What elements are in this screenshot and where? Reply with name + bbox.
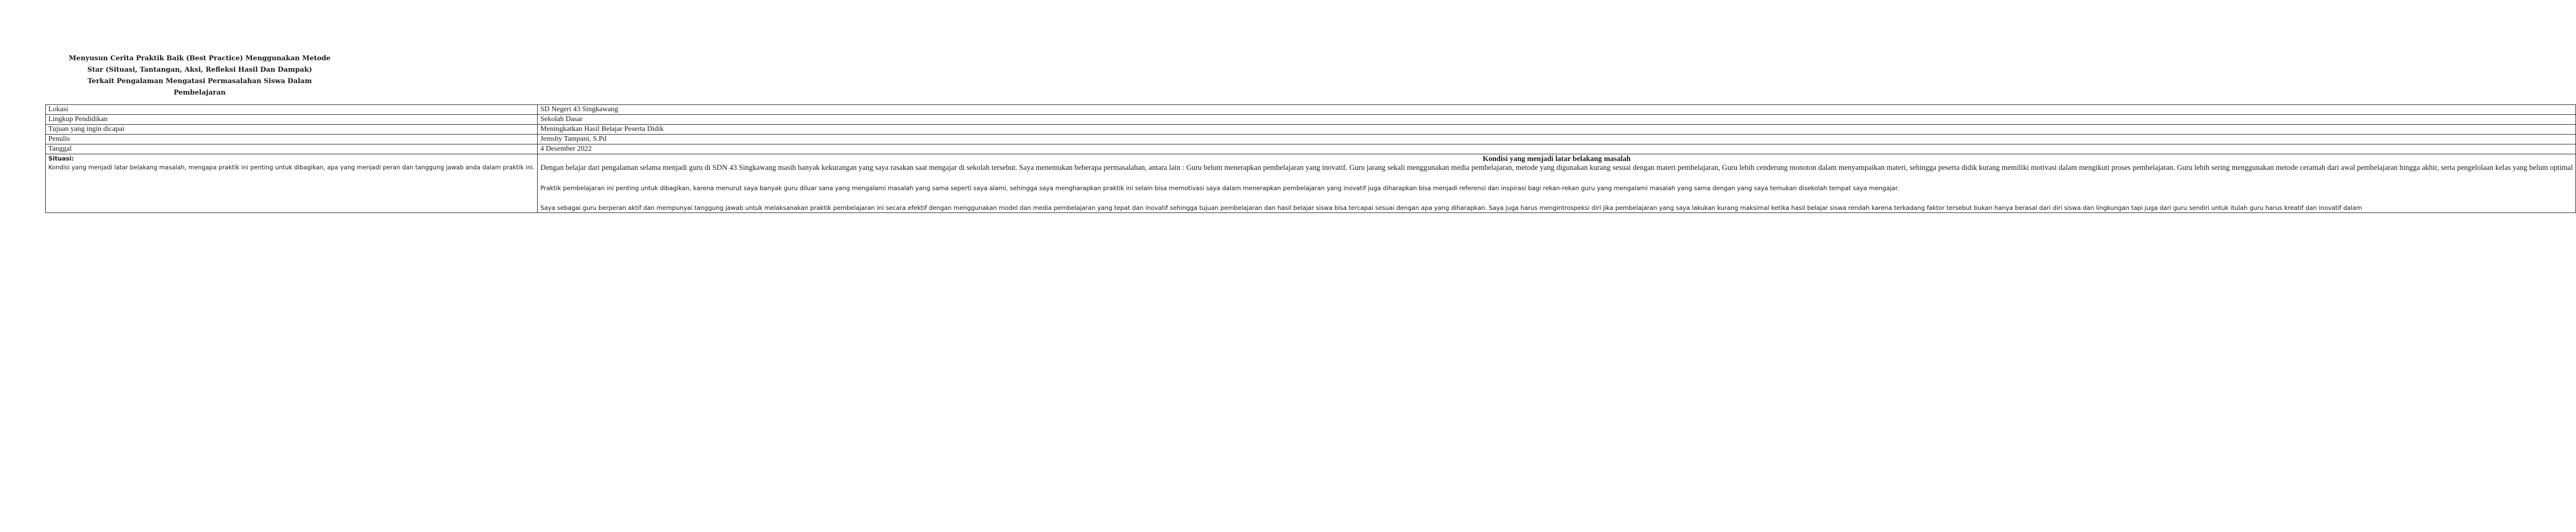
table-row	[46, 115, 2576, 125]
table-row	[46, 125, 2576, 135]
table-row-situasi	[46, 154, 2576, 213]
situasi-heading: Situasi:	[48, 155, 74, 162]
label-lingkup: Lingkup Pendidikan	[46, 115, 538, 125]
value-lingkup: Sekolah Dasar	[538, 115, 2576, 125]
title-line-4: Pembelajaran	[173, 89, 226, 97]
situasi-label-cell	[46, 154, 538, 213]
label-tujuan: Tujuan yang ingin dicapai	[46, 125, 538, 135]
situasi-content-cell	[538, 154, 2576, 213]
situasi-subheading: Kondisi yang menjadi latar belakang masalah	[1482, 155, 1631, 163]
label-tanggal: Tanggal	[46, 144, 538, 154]
title-line-1: Menyusun Cerita Praktik Baik (Best Practice) Menggunakan Metode	[69, 55, 331, 62]
value-tujuan: Meningkatkan Hasil Belajar Peserta Didik	[538, 125, 2576, 135]
value-lokasi: SD Negeri 43 Singkawang	[538, 105, 2576, 115]
table-row	[46, 105, 2576, 115]
title-line-3: Terkait Pengalaman Mengatasi Permasalahan Siswa Dalam	[87, 77, 312, 85]
table-row	[46, 135, 2576, 144]
label-lokasi: Lokasi	[46, 105, 538, 115]
label-penulis: Penulis	[46, 135, 538, 144]
situasi-paragraph-3: Saya sebagai guru berperan aktif dan mempunyai tanggung jawab untuk melaksanakan praktik pembelajaran ini secara efektif dengan menggunakan model dan media pembelajaran yang tepat dan inovatif sehingga tujuan pembelajaran dan hasil belajar siswa bisa tercapai sesuai dengan apa yang diharapkan. Saya juga harus mengintrospeksi diri jika pembelajaran yang saya lakukan kurang maksimal ketika hasil belajar siswa rendah karena terkadang faktor tersebut bukan hanya berasal dari diri siswa dan lingkungan tapi juga dari guru sendiri untuk itulah guru harus kreatif dan inovatif dalam	[540, 204, 2362, 212]
document-title	[50, 53, 349, 99]
situasi-paragraph-1: Dengan belajar dari pengalaman selama menjadi guru di SDN 43 Singkawang masih banyak kekurangan yang saya rasakan saat mengajar di sekolah tersebut. Saya menemukan beberapa permasalahan, antara lain : Guru belum menerapkan pembelajaran yang inovatif. Guru jarang sekali menggunakan media pembelajaran, metode yang digunakan kurang sesuai dengan materi pembelajaran, Guru lebih cenderung monoton dalam menyampaikan materi, sehingga peserta didik kurang memiliki motivasi dalam mengikuti proses pembelajaran. Guru lebih sering menggunakan metode ceramah dari awal pembelajaran hingga akhir, serta pengelolaan kelas yang belum optimal	[540, 164, 2573, 172]
situasi-prompt: Kondisi yang menjadi latar belakang masalah, mengapa praktik ini penting untuk dibagikan, apa yang menjadi peran dan tanggung jawab anda dalam praktik ini.	[48, 164, 535, 171]
value-penulis: Jemshy Tampani, S.Pd	[538, 135, 2576, 144]
situasi-paragraph-2: Praktik pembelajaran ini penting untuk dibagikan, karena menurut saya banyak guru diluar sana yang mengalami masalah yang sama seperti saya alami, sehingga saya mengharapkan praktik ini selain bisa memotivasi saya dalam menerapkan pembelajaran yang inovatif juga diharapkan bisa menjadi referensi dan inspirasi bagi rekan-rekan guru yang mengalami masalah yang sama dengan yang saya temukan disekolah tempat saya mengajar.	[540, 184, 1900, 192]
title-line-2: Star (Situasi, Tantangan, Aksi, Refleksi Hasil Dan Dampak)	[87, 66, 313, 74]
info-table	[45, 104, 2576, 213]
table-row	[46, 144, 2576, 154]
value-tanggal: 4 Desember 2022	[538, 144, 2576, 154]
